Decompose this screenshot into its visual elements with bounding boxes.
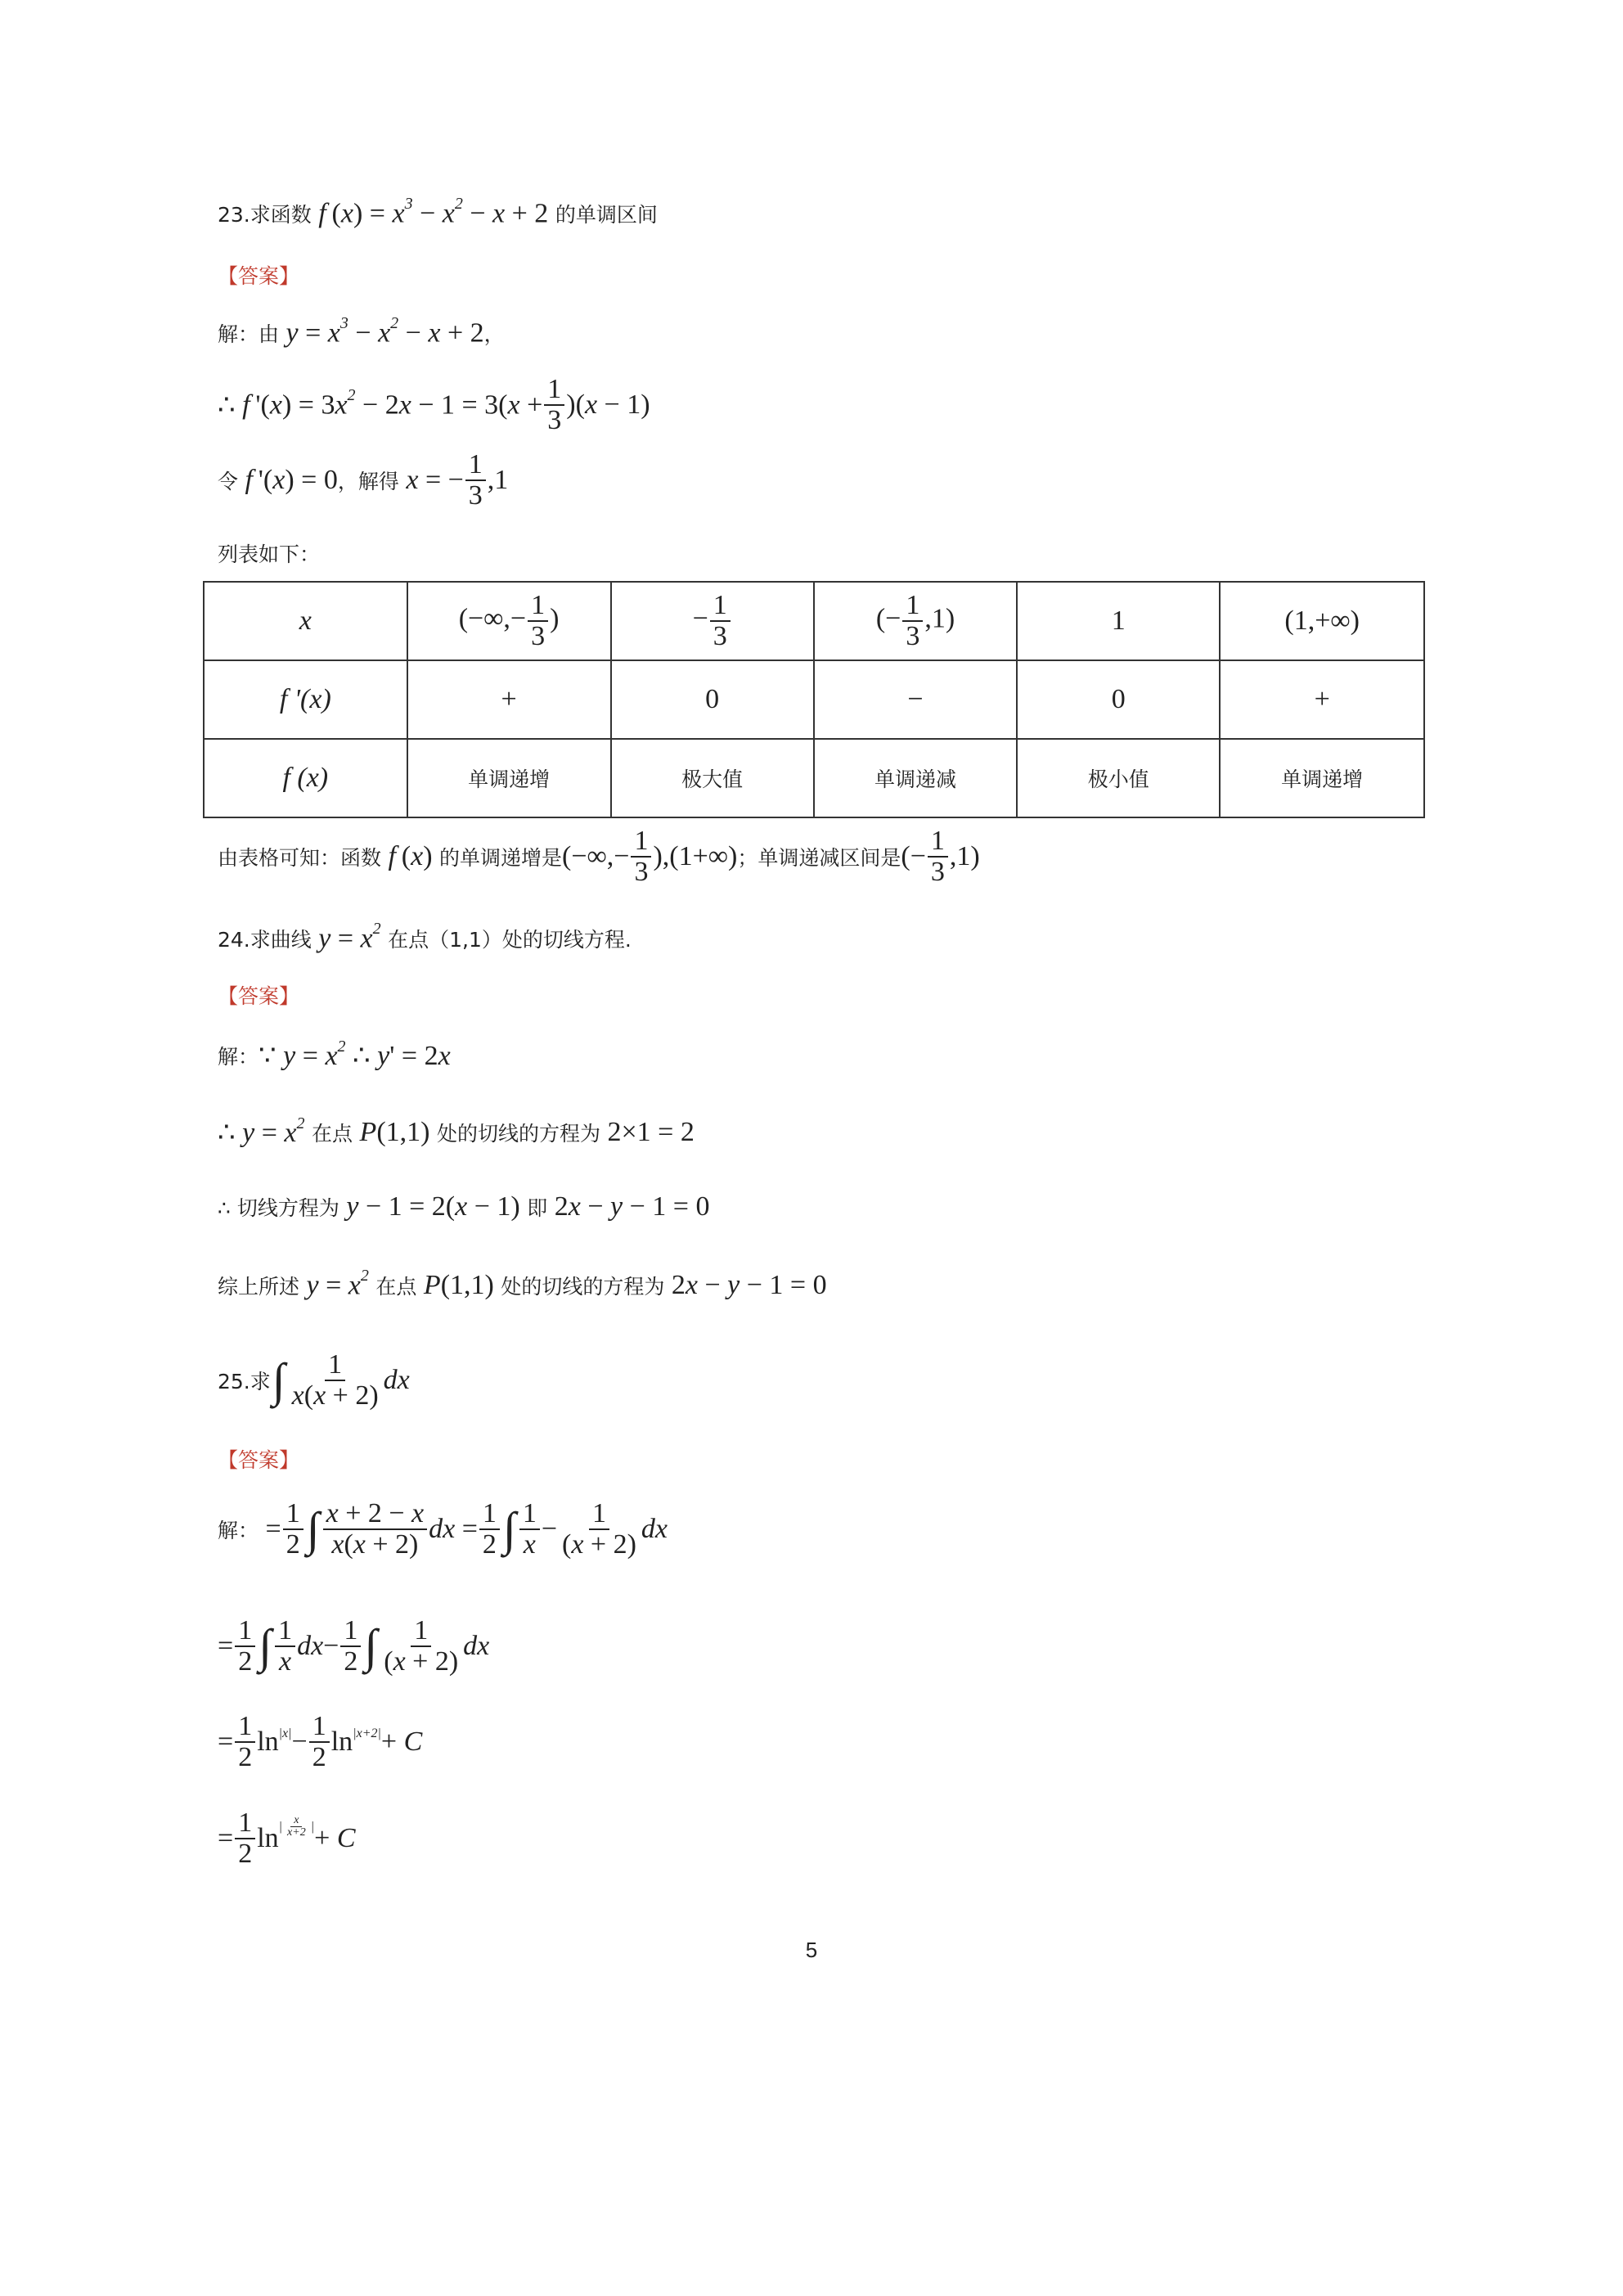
- q24-line3: ∴ 切线方程为 y − 1 = 2(x − 1) 即 2x − y − 1 = 0: [218, 1191, 710, 1222]
- sign-cell: 0: [1017, 660, 1220, 739]
- table-row: [204, 660, 1424, 739]
- mono-cell: 极大值: [611, 739, 814, 817]
- table-row: [204, 739, 1424, 817]
- q23-function: f $(x) = x^3 - x^2 - x + 2$: [311, 195, 549, 229]
- q23-derivative-line: ∴ f '$(x) = 3x^2 - 2x - 1 = 3(x$ + $\frac{1}{3}$ )(x − 1): [218, 374, 650, 435]
- q24-answer-tag: 【答案】: [218, 984, 300, 1008]
- row-label-derivative: f '(x): [204, 660, 407, 739]
- q25-step1: 解： = $\frac{1}{2}$ ∫ $\frac{x + 2 - x}{x(x + 2)}$ dx = $\frac{1}{2}$ ∫ $\frac{1}{x}$ − $\frac{1}{(x + 2)}$ dx: [218, 1498, 668, 1560]
- q24-line1: 解： ∵ $y = x^2$ ∴ y' = 2x: [218, 1037, 451, 1071]
- q25-title: 25.求 ∫ $\frac{1}{x(x + 2)}$ dx: [218, 1349, 410, 1411]
- q23-conclusion: 由表格可知：函数 f (x) 的单调递增是 (−∞,− $\frac{1}{3}$ ),(1+∞) ；单调递减区间是 (− $\frac{1}{3}$ ,1): [218, 826, 980, 887]
- sign-cell: −: [814, 660, 1017, 739]
- mono-cell: 单调递增: [1220, 739, 1424, 817]
- sign-cell: 0: [611, 660, 814, 739]
- interval-cell: (− $\frac{1}{3}$ ,1): [814, 582, 1017, 660]
- page-number: 5: [805, 1938, 818, 1962]
- q25-step2: = $\frac{1}{2}$ ∫ $\frac{1}{x}$ dx − $\frac{1}{2}$ ∫ $\frac{1}{(x + 2)}$ dx: [218, 1615, 490, 1677]
- interval-cell: − $\frac{1}{3}$: [611, 582, 814, 660]
- monotonicity-table: [203, 581, 1425, 818]
- q25-step4: = $\frac{1}{2}$ ln | $\frac{x}{x+2}$ | + C: [218, 1808, 356, 1869]
- q24-line4: 综上所述 $y = x^2$ 在点 P(1,1) 处的切线的方程为 2x − y − 1 = 0: [218, 1267, 827, 1301]
- interval-cell: 1: [1017, 582, 1220, 660]
- q24-line2: ∴ $y = x^2$ 在点 P(1,1) 处的切线的方程为 2×1 = 2: [218, 1114, 695, 1148]
- table-row: [204, 582, 1424, 660]
- q23-title: 23.求函数 f $(x) = x^3 - x^2 - x + 2$ 的单调区间: [218, 195, 658, 229]
- mono-cell: 单调递减: [814, 739, 1017, 817]
- q23-table-intro: 列表如下：: [218, 542, 321, 566]
- q25-answer-tag: 【答案】: [218, 1448, 300, 1472]
- fraction-one-third: $\frac{1}{3}$: [544, 375, 564, 434]
- mono-cell: 单调递增: [407, 739, 611, 817]
- q24-title: 24.求曲线 $y = x^2$ 在点（1,1）处的切线方程.: [218, 920, 632, 954]
- sign-cell: +: [407, 660, 611, 739]
- interval-cell: (−∞,− $\frac{1}{3}$ ): [407, 582, 611, 660]
- q25-step3: = $\frac{1}{2}$ ln |x| − $\frac{1}{2}$ ln |x+2| + C: [218, 1711, 423, 1772]
- integral-sign: ∫: [272, 1353, 285, 1407]
- q23-answer-tag: 【答案】: [218, 264, 300, 288]
- interval-cell: (1,+∞): [1220, 582, 1424, 660]
- mono-cell: 极小值: [1017, 739, 1220, 817]
- row-label-x: x: [204, 582, 407, 660]
- row-label-function: f (x): [204, 739, 407, 817]
- sign-cell: +: [1220, 660, 1424, 739]
- q23-critical-points: 令 f '(x) = 0 ，解得 x = − $\frac{1}{3}$ ,1: [218, 449, 509, 511]
- q23-solution-line1: 解：由 $y = x^3 - x^2 - x + 2$ ，: [218, 314, 505, 349]
